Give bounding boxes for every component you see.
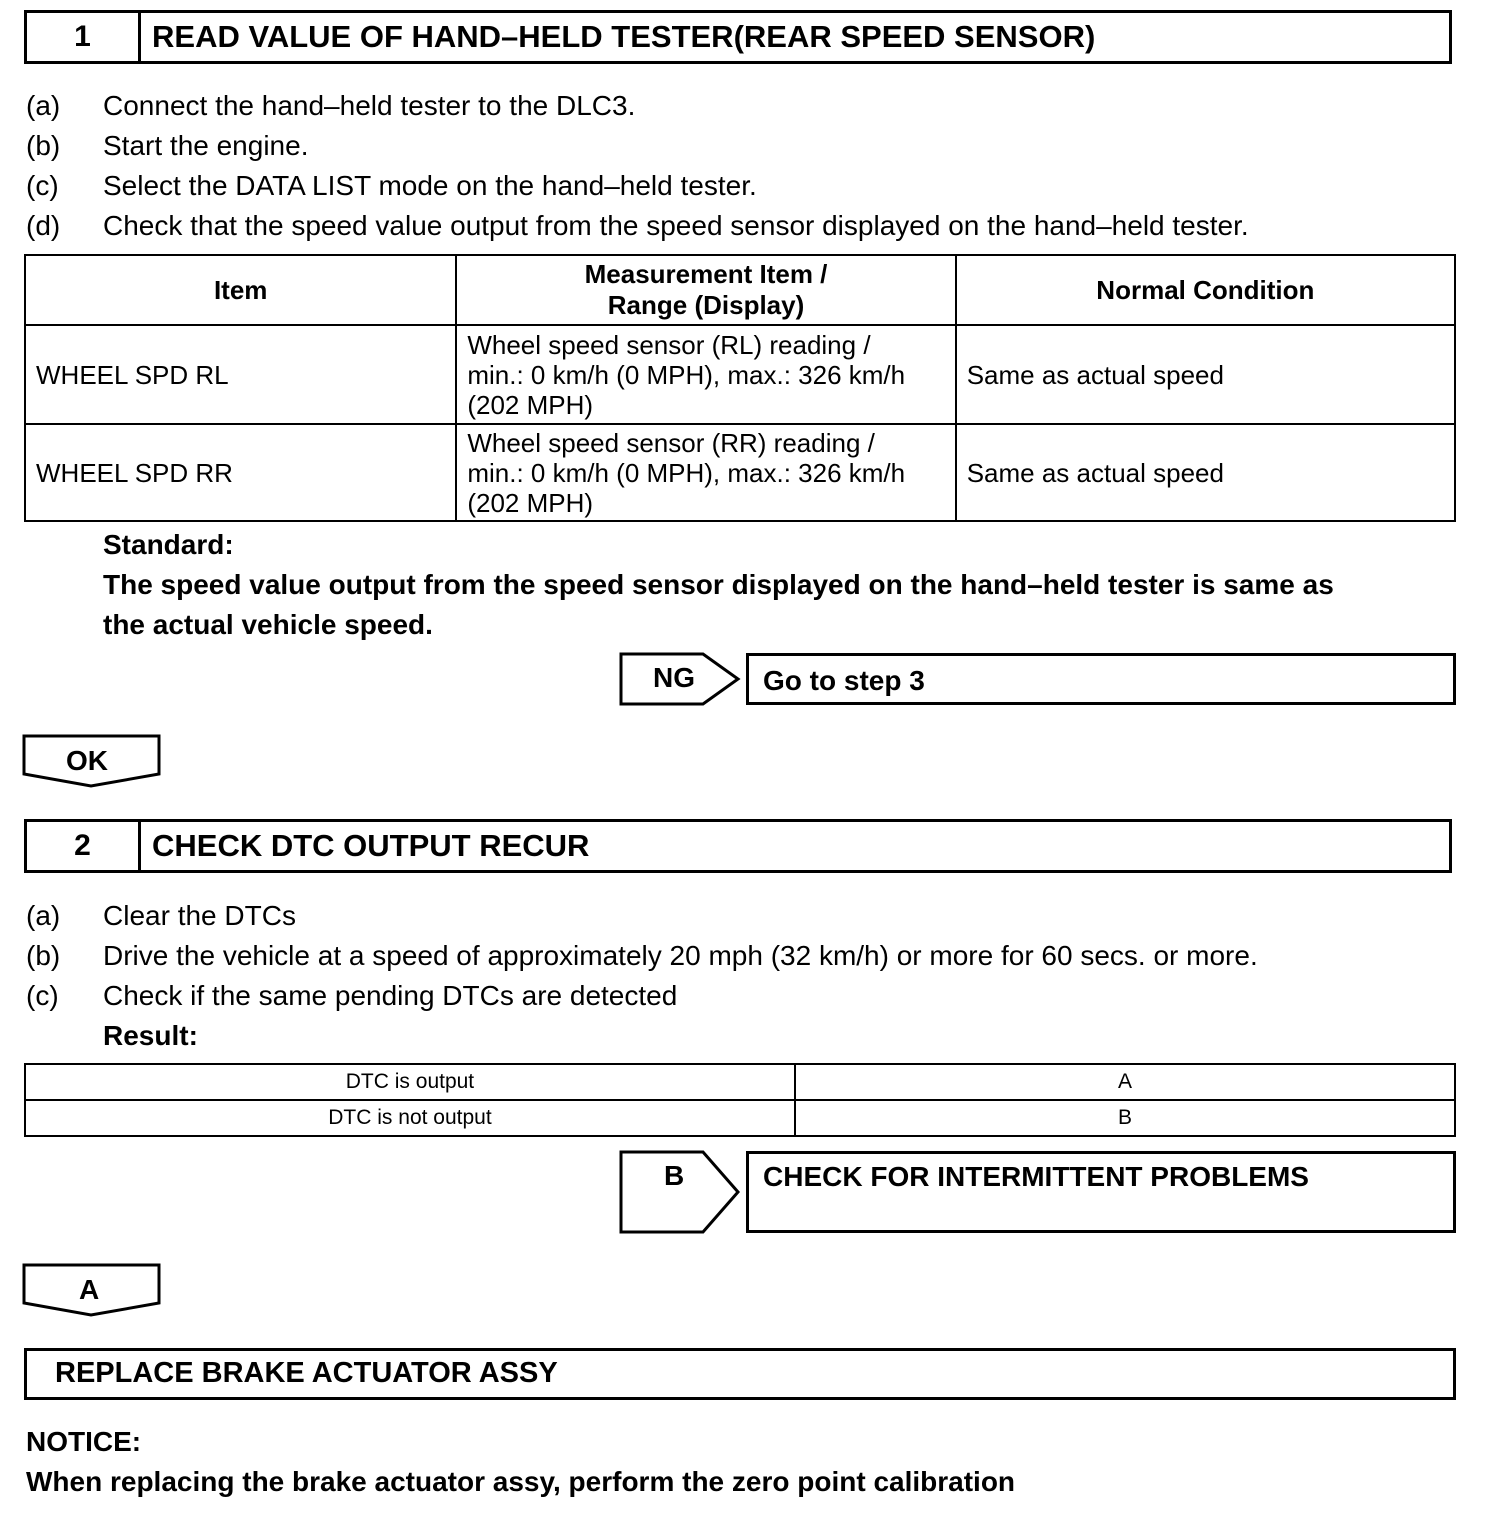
item-label: (d) [26, 210, 61, 241]
step-1-number: 1 [27, 13, 141, 61]
cell-condition: DTC is output [25, 1064, 795, 1100]
cell-item: WHEEL SPD RR [25, 424, 456, 521]
table-header-row [25, 255, 1455, 325]
step-2-number: 2 [27, 822, 141, 870]
item-label: (b) [26, 130, 61, 161]
item-label: (c) [26, 980, 59, 1011]
result-table [24, 1063, 1456, 1137]
ng-result-box [746, 653, 1456, 705]
standard-text-line1: The speed value output from the speed sensor displayed on the hand–held tester is same as [103, 569, 1334, 600]
step-1-item-c [0, 172, 1480, 202]
step-1-title: READ VALUE OF HAND–HELD TESTER(REAR SPEED SENSOR) [152, 19, 1096, 54]
table-row [25, 424, 1455, 521]
final-action-box [24, 1348, 1456, 1400]
standard-text-line2: the actual vehicle speed. [103, 609, 433, 640]
b-label: B [664, 1160, 685, 1191]
b-result-text: CHECK FOR INTERMITTENT PROBLEMS [763, 1161, 1309, 1192]
standard-label: Standard: [103, 529, 234, 560]
header-measurement [456, 255, 955, 325]
cell-measurement [456, 424, 955, 521]
measurement-line: min.: 0 km/h (0 MPH), max.: 326 km/h [467, 457, 906, 488]
cell-condition: DTC is not output [25, 1100, 795, 1136]
header-normal-condition: Normal Condition [956, 255, 1455, 325]
final-action-text: REPLACE BRAKE ACTUATOR ASSY [55, 1357, 558, 1389]
table-row [25, 1064, 1455, 1100]
item-text: Clear the DTCs [103, 900, 296, 931]
result-label: Result: [103, 1020, 198, 1051]
item-label: (b) [26, 940, 61, 971]
step-1-item-d [0, 212, 1480, 242]
item-label: (a) [26, 900, 61, 931]
table-row [25, 325, 1455, 424]
cell-item: WHEEL SPD RL [25, 325, 456, 424]
b-result-box [746, 1151, 1456, 1233]
item-text: Connect the hand–held tester to the DLC3. [103, 90, 636, 121]
cell-result: B [795, 1100, 1455, 1136]
ng-label: NG [653, 662, 695, 693]
item-label: (c) [26, 170, 59, 201]
item-text: Select the DATA LIST mode on the hand–held tester. [103, 170, 757, 201]
step-2-header [24, 819, 1452, 873]
item-text: Drive the vehicle at a speed of approximately 20 mph (32 km/h) or more for 60 secs. or more. [103, 940, 1258, 971]
measurement-line: (202 MPH) [467, 389, 594, 420]
measurement-line: min.: 0 km/h (0 MPH), max.: 326 km/h [467, 359, 906, 390]
step-1-item-a [0, 92, 1480, 122]
item-text: Check if the same pending DTCs are detected [103, 980, 678, 1011]
ok-label: OK [66, 745, 108, 776]
step-1-header [24, 10, 1452, 64]
step-2-title: CHECK DTC OUTPUT RECUR [152, 828, 590, 863]
notice-label: NOTICE: [26, 1426, 142, 1457]
cell-normal: Same as actual speed [956, 424, 1455, 521]
step-2-item-b [0, 942, 1480, 972]
data-list-table [24, 254, 1456, 522]
cell-measurement [456, 325, 955, 424]
header-measurement-line1: Measurement Item / [584, 259, 828, 289]
item-label: (a) [26, 90, 61, 121]
header-measurement-line2: Range (Display) [607, 290, 805, 320]
ng-result-text: Go to step 3 [763, 665, 925, 696]
measurement-line: Wheel speed sensor (RR) reading / [467, 427, 875, 458]
item-text: Start the engine. [103, 130, 309, 161]
cell-normal: Same as actual speed [956, 325, 1455, 424]
step-2-item-a [0, 902, 1480, 932]
step-2-item-c [0, 982, 1480, 1012]
measurement-line: Wheel speed sensor (RL) reading / [467, 329, 871, 360]
step-1-item-b [0, 132, 1480, 162]
measurement-line: (202 MPH) [467, 487, 594, 518]
header-item: Item [25, 255, 456, 325]
item-text: Check that the speed value output from the speed sensor displayed on the hand–held tester. [103, 210, 1249, 241]
notice-text: When replacing the brake actuator assy, perform the zero point calibration [26, 1466, 1016, 1497]
cell-result: A [795, 1064, 1455, 1100]
a-label: A [79, 1274, 100, 1305]
table-row [25, 1100, 1455, 1136]
